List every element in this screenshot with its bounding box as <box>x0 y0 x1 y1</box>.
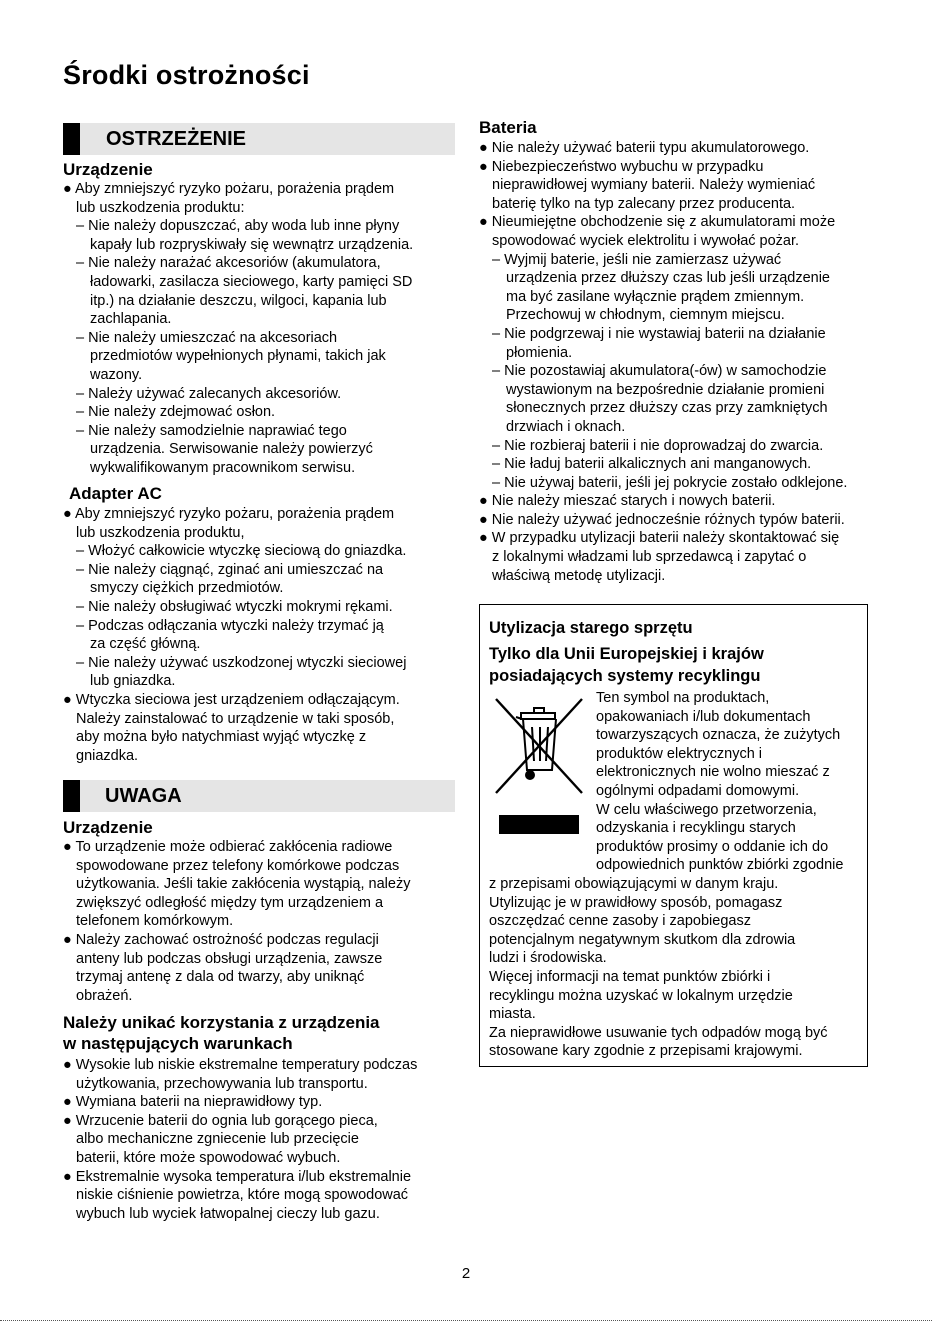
text-line: urządzenia. Serwisowanie należy powierzyć <box>90 441 373 458</box>
text-line: lub uszkodzenia produktu, <box>76 524 245 541</box>
disposal-full-text <box>489 875 828 1061</box>
text-line: ● Należy zachować ostrożność podczas regulacji <box>63 931 379 948</box>
page-title: Środki ostrożności <box>63 60 310 90</box>
battery-heading: Bateria <box>479 118 537 137</box>
avoid-heading-line-2: w następujących warunkach <box>63 1034 293 1053</box>
text-line: kapały lub rozpryskiwały się wewnątrz urządzenia. <box>90 236 414 253</box>
text-line: – Nie używaj baterii, jeśli jej pokrycie zostało odklejone. <box>492 474 848 491</box>
text-line: nieprawidłowej wymiany baterii. Należy wymieniać <box>492 177 816 194</box>
text-line: elektronicznych nie wolno mieszać z <box>596 764 830 781</box>
caution-device-list <box>63 838 410 1005</box>
text-line: spowodować wyciek elektrolitu i wywołać pożar. <box>492 232 800 249</box>
page-number: 2 <box>461 1265 471 1282</box>
text-line: Ten symbol na produktach, <box>596 690 770 706</box>
text-line: ogólnymi odpadami domowymi. <box>596 782 800 799</box>
text-line: ● Wtyczka sieciowa jest urządzeniem odłączającym. <box>63 691 400 708</box>
text-line: ● Aby zmniejszyć ryzyko pożaru, porażenia prądem <box>63 506 395 522</box>
text-line: – Nie należy umieszczać na akcesoriach <box>76 329 338 346</box>
text-line: albo mechaniczne zgniecenie lub przecięcie <box>76 1131 359 1148</box>
caution-banner-label: UWAGA <box>105 785 182 807</box>
text-line: drzwiach i oknach. <box>506 418 626 435</box>
text-line: trzymaj antenę z dala od twarzy, aby uniknąć <box>76 969 365 986</box>
text-line: Utylizując je w prawidłowy sposób, pomagasz <box>489 894 783 911</box>
text-line: ● W przypadku utylizacji baterii należy skontaktować się <box>479 530 840 547</box>
crossed-out-wheelie-bin-icon <box>494 695 586 795</box>
text-line: z lokalnymi władzami lub sprzedawcą i zapytać o <box>492 549 807 566</box>
text-line: – Nie pozostawiaj akumulatora(-ów) w samochodzie <box>492 363 827 380</box>
text-line: – Nie należy dopuszczać, aby woda lub inne płyny <box>76 218 400 235</box>
text-line: – Nie ładuj baterii alkalicznych ani manganowych. <box>492 456 812 473</box>
text-line: Więcej informacji na temat punktów zbiórki i <box>489 968 771 985</box>
warning-banner <box>63 123 455 155</box>
text-line: W celu właściwego przetworzenia, <box>596 801 817 818</box>
text-line: wystawionym na bezpośrednie działanie promieni <box>506 381 825 398</box>
text-line: stosowane kary zgodnie z przepisami krajowymi. <box>489 1043 803 1060</box>
text-line: ● To urządzenie może odbierać zakłócenia radiowe <box>63 839 393 855</box>
disposal-title: Utylizacja starego sprzętu <box>489 619 693 637</box>
text-line: towarzyszących oznacza, że zużytych <box>596 727 841 744</box>
text-line: z przepisami obowiązującymi w danym kraju. <box>489 876 779 892</box>
text-line: odpowiednich punktów zbiórki zgodnie <box>596 857 844 874</box>
device-list <box>63 180 413 478</box>
warning-banner-label: OSTRZEŻENIE <box>106 128 247 150</box>
text-line: obrażeń. <box>76 987 133 1004</box>
text-line: oszczędzać cenne zasoby i zapobiegasz <box>489 913 751 930</box>
text-line: ● Wrzucenie baterii do ognia lub gorącego pieca, <box>63 1112 378 1129</box>
text-line: – Nie należy używać uszkodzonej wtyczki sieciowej <box>76 654 407 671</box>
text-line: recyklingu można uzyskać w lokalnym urzędzie <box>489 987 793 1004</box>
disposal-subtitle-line-1: Tylko dla Unii Europejskiej i krajów <box>489 645 764 663</box>
text-line: ● Ekstremalnie wysoka temperatura i/lub ekstremalnie <box>63 1168 412 1185</box>
text-line: ● Aby zmniejszyć ryzyko pożaru, porażenia prądem <box>63 181 395 197</box>
disposal-subtitle-line-2: posiadających systemy recyklingu <box>489 667 761 685</box>
text-line: – Podczas odłączania wtyczki należy trzymać ją <box>76 617 384 634</box>
battery-list <box>479 139 847 585</box>
text-line: wybuch lub wyciek łatwopalnej cieczy lub gazu. <box>76 1205 380 1222</box>
ac-adapter-list <box>63 505 406 765</box>
text-line: potencjalnym negatywnym skutkom dla zdrowia <box>489 931 796 948</box>
text-line: właściwą metodę utylizacji. <box>492 567 666 584</box>
text-line: itp.) na działanie deszczu, wilgoci, kapania lub <box>90 292 387 309</box>
text-line: ● Nie należy używać baterii typu akumulatorowego. <box>479 140 810 156</box>
bottom-divider <box>0 1320 932 1321</box>
text-line: – Nie należy narażać akcesoriów (akumulatora, <box>76 255 381 272</box>
text-line: za część główną. <box>90 636 201 653</box>
text-line: aby można było natychmiast wyjąć wtyczkę z <box>76 729 367 746</box>
text-line: Przechowuj w chłodnym, ciemnym miejscu. <box>506 307 785 324</box>
text-line: lub gniazdka. <box>90 673 176 690</box>
text-line: – Nie rozbieraj baterii i nie doprowadzaj do zwarcia. <box>492 437 824 454</box>
text-line: zwiększyć odległość między tym urządzeniem a <box>76 894 384 911</box>
text-line: użytkowania, przechowywania lub transportu. <box>76 1075 368 1092</box>
separate-collection-bar <box>499 815 579 834</box>
text-line: produktów prosimy o oddanie ich do <box>596 838 829 855</box>
text-line: wykwalifikowanym pracownikom serwisu. <box>90 459 356 476</box>
text-line: lub uszkodzenia produktu: <box>76 199 245 216</box>
text-line: – Nie należy ciągnąć, zginać ani umieszczać na <box>76 561 384 578</box>
caution-device-heading: Urządzenie <box>63 818 153 837</box>
text-line: spowodowane przez telefony komórkowe podczas <box>76 857 400 874</box>
text-line: urządzenia przez dłuższy czas lub jeśli urządzenie <box>506 270 830 287</box>
text-line: niskie ciśnienie powietrza, które mogą spowodować <box>76 1187 409 1204</box>
text-line: użytkowania. Jeśli takie zakłócenia wystąpią, należy <box>76 876 411 893</box>
text-line: gniazdka. <box>76 747 139 764</box>
text-line: baterię tylko na typ zalecany przez producenta. <box>492 195 796 212</box>
text-line: anteny lub podczas obsługi urządzenia, zawsze <box>76 950 383 967</box>
text-line: miasta. <box>489 1006 536 1023</box>
text-line: zachlapania. <box>90 311 172 328</box>
text-line: słonecznych przez dłuższy czas przy zamkniętych <box>506 400 828 417</box>
text-line: ● Nie należy używać jednocześnie różnych typów baterii. <box>479 511 845 528</box>
text-line: – Nie podgrzewaj i nie wystawiaj baterii na działanie <box>492 325 826 342</box>
text-line: – Włożyć całkowicie wtyczkę sieciową do gniazdka. <box>76 543 407 560</box>
text-line: Należy zainstalować to urządzenie w taki sposób, <box>76 710 395 727</box>
text-line: – Nie należy samodzielnie naprawiać tego <box>76 422 347 439</box>
text-line: wazony. <box>90 366 143 383</box>
text-line: ● Nie należy mieszać starych i nowych baterii. <box>479 493 776 510</box>
text-line: ● Wysokie lub niskie ekstremalne temperatury podczas <box>63 1057 418 1073</box>
caution-banner <box>63 780 455 812</box>
text-line: – Nie należy zdejmować osłon. <box>76 404 276 421</box>
text-line: ludzi i środowiska. <box>489 950 607 967</box>
banner-bar <box>63 780 80 812</box>
disposal-box <box>479 604 868 1067</box>
text-line: produktów elektrycznych i <box>596 745 763 762</box>
text-line: ● Wymiana baterii na nieprawidłowy typ. <box>63 1094 323 1111</box>
text-line: – Należy używać zalecanych akcesoriów. <box>76 385 342 402</box>
text-line: – Wyjmij baterie, jeśli nie zamierzasz używać <box>492 251 782 268</box>
banner-bar <box>63 123 80 155</box>
avoid-list <box>63 1056 417 1223</box>
text-line: płomienia. <box>506 344 573 361</box>
text-line: – Nie należy obsługiwać wtyczki mokrymi rękami. <box>76 598 393 615</box>
text-line: ładowarki, zasilacza sieciowego, karty pamięci SD <box>90 273 413 290</box>
text-line: telefonem komórkowym. <box>76 913 234 930</box>
text-line: ● Niebezpieczeństwo wybuchu w przypadku <box>479 158 764 175</box>
text-line: przedmiotów wypełnionych płynami, takich jak <box>90 348 386 365</box>
device-heading: Urządzenie <box>63 160 153 179</box>
text-line: baterii, które może spowodować wybuch. <box>76 1149 341 1166</box>
text-line: ma być zasilane wyłącznie prądem zmiennym. <box>506 288 805 305</box>
text-line: Za nieprawidłowe usuwanie tych odpadów mogą być <box>489 1024 828 1041</box>
avoid-heading-line-1: Należy unikać korzystania z urządzenia <box>63 1013 380 1032</box>
disposal-side-text <box>596 689 843 875</box>
text-line: odzyskania i recyklingu starych <box>596 820 796 837</box>
ac-adapter-heading: Adapter AC <box>69 484 162 503</box>
text-line: ● Nieumiejętne obchodzenie się z akumulatorami może <box>479 214 836 231</box>
text-line: opakowaniach i/lub dokumentach <box>596 708 811 725</box>
text-line: smyczy ciężkich przedmiotów. <box>90 580 284 597</box>
